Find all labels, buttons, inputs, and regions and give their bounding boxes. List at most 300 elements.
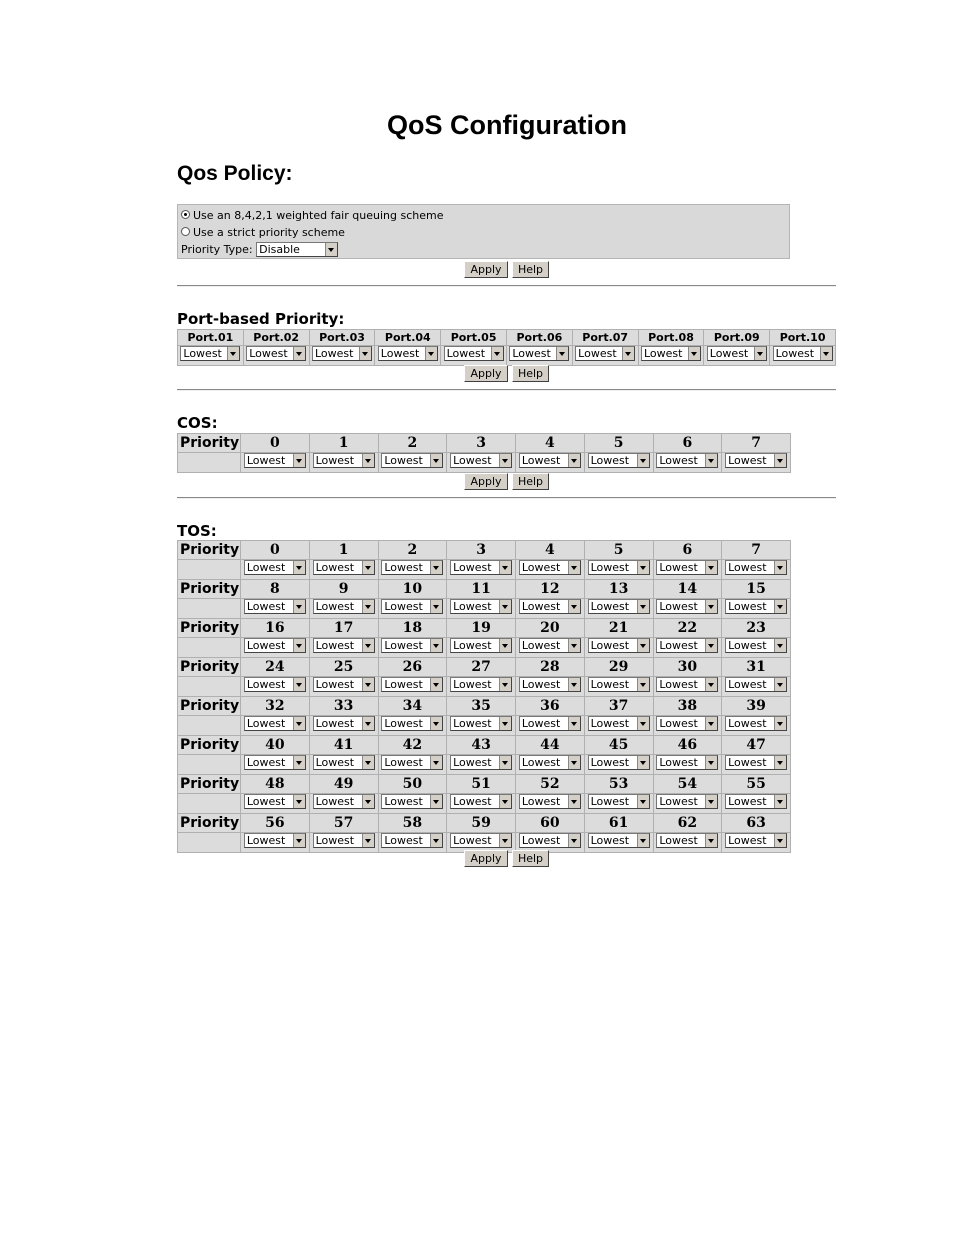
priority-select-value: Lowest [590,639,630,652]
chevron-down-icon [430,717,442,730]
priority-select-cell [447,453,516,473]
priority-row-blank [178,833,241,853]
priority-level: 27 [447,658,516,677]
tos-level-row [178,658,791,677]
priority-select-cell [309,833,378,853]
priority-select-cell [722,716,791,736]
chevron-down-icon [293,347,305,360]
chevron-down-icon [705,795,717,808]
priority-select-value: Lowest [453,639,492,652]
chevron-down-icon [362,756,374,769]
chevron-down-icon [774,600,786,613]
priority-select[interactable] [313,638,375,653]
priority-select[interactable] [588,599,650,614]
tos-level-row [178,736,791,755]
priority-level: 33 [309,697,378,716]
priority-level: 6 [653,434,722,453]
priority-select[interactable] [313,453,375,468]
tos-select-row [178,716,791,736]
priority-select-cell [653,755,722,775]
priority-select[interactable] [519,716,581,731]
priority-select[interactable] [244,453,306,468]
priority-select[interactable] [313,560,375,575]
tos-level-row [178,619,791,638]
priority-level: 11 [447,580,516,599]
priority-select[interactable] [519,599,581,614]
priority-select-value: Lowest [315,454,355,467]
priority-select-value: Lowest [246,834,286,847]
chevron-down-icon [430,678,442,691]
priority-level: 58 [378,814,447,833]
priority-select[interactable] [450,833,512,848]
priority-select[interactable] [725,677,787,692]
port-help-button[interactable]: Help [512,365,549,382]
priority-select-value: Lowest [384,454,423,467]
tos-select-row [178,794,791,814]
chevron-down-icon [293,834,305,847]
priority-select-cell [447,560,516,580]
chevron-down-icon [362,639,374,652]
priority-select-value: Lowest [659,756,698,769]
priority-select[interactable] [519,453,581,468]
priority-select[interactable] [519,638,581,653]
priority-select[interactable] [381,833,443,848]
priority-select-value: Lowest [728,454,767,467]
chevron-down-icon [774,454,786,467]
priority-row-blank [178,453,241,473]
tos-select-row [178,560,791,580]
chevron-down-icon [637,756,649,769]
priority-select-value: Lowest [453,756,492,769]
priority-select[interactable] [244,755,306,770]
priority-level: 62 [653,814,722,833]
port-header: Port.08 [638,330,704,346]
priority-select-cell [309,599,378,619]
chevron-down-icon [491,347,503,360]
chevron-down-icon [499,834,511,847]
priority-select-cell [378,716,447,736]
priority-level: 63 [722,814,791,833]
priority-select[interactable] [725,638,787,653]
port-header-row [178,330,836,346]
priority-select-value: Lowest [246,639,286,652]
priority-select[interactable] [180,346,240,361]
priority-level: 18 [378,619,447,638]
priority-select[interactable] [725,716,787,731]
port-header: Port.01 [178,330,244,346]
priority-select[interactable] [725,755,787,770]
priority-select-cell [584,755,653,775]
priority-select[interactable] [450,794,512,809]
priority-select[interactable] [313,833,375,848]
priority-select[interactable] [725,599,787,614]
chevron-down-icon [637,678,649,691]
priority-level: 47 [722,736,791,755]
chevron-down-icon [430,454,442,467]
priority-level: 52 [516,775,585,794]
priority-level: 43 [447,736,516,755]
priority-select-cell [241,833,310,853]
priority-select[interactable] [641,346,701,361]
chevron-down-icon [293,717,305,730]
tos-select-row [178,755,791,775]
priority-select[interactable] [656,638,718,653]
tos-level-row [178,814,791,833]
priority-select-value: Lowest [384,756,423,769]
chevron-down-icon [293,600,305,613]
priority-select[interactable] [244,638,306,653]
chevron-down-icon [637,454,649,467]
priority-row-label: Priority [178,775,241,794]
tos-level-row [178,775,791,794]
priority-level: 10 [378,580,447,599]
port-header: Port.09 [704,330,770,346]
priority-row-label: Priority [178,736,241,755]
priority-select[interactable] [381,677,443,692]
priority-select-value: Lowest [659,678,698,691]
chevron-down-icon [705,454,717,467]
priority-row-label: Priority [178,580,241,599]
priority-select-cell [516,638,585,658]
priority-select[interactable] [588,716,650,731]
priority-select-value: Lowest [578,347,617,360]
priority-select-cell [516,560,585,580]
cos-help-button[interactable]: Help [512,473,549,490]
priority-select[interactable] [450,677,512,692]
tos-level-row [178,697,791,716]
priority-level: 26 [378,658,447,677]
weighted-label: Use an 8,4,2,1 weighted fair queuing scheme [193,209,444,222]
chevron-down-icon [430,561,442,574]
priority-select-cell [447,716,516,736]
chevron-down-icon [556,347,568,360]
priority-select[interactable] [707,346,767,361]
priority-select[interactable] [381,638,443,653]
priority-select[interactable] [450,638,512,653]
priority-select-value: Lowest [246,561,286,574]
priority-select[interactable] [381,794,443,809]
priority-select-value: Lowest [315,834,355,847]
priority-select-value: Lowest [590,600,630,613]
chevron-down-icon [568,639,580,652]
priority-select-cell [584,560,653,580]
priority-select[interactable] [656,794,718,809]
priority-type-value: Disable [259,242,300,256]
priority-level: 9 [309,580,378,599]
priority-select-cell [241,599,310,619]
priority-level: 31 [722,658,791,677]
priority-select-value: Lowest [453,561,492,574]
priority-select[interactable] [519,794,581,809]
priority-select[interactable] [450,755,512,770]
chevron-down-icon [362,717,374,730]
priority-select[interactable] [450,453,512,468]
priority-select[interactable] [588,677,650,692]
priority-level: 5 [584,541,653,560]
priority-level: 20 [516,619,585,638]
priority-select-cell [722,638,791,658]
port-select-cell [638,346,704,366]
priority-select-value: Lowest [521,639,561,652]
priority-select[interactable] [444,346,504,361]
priority-row-blank [178,716,241,736]
port-priority-heading: Port-based Priority: [177,310,345,328]
priority-select[interactable] [381,453,443,468]
cos-apply-button[interactable]: Apply [464,473,508,490]
priority-select[interactable] [588,755,650,770]
chevron-down-icon [568,795,580,808]
priority-select[interactable] [313,755,375,770]
priority-level: 1 [309,541,378,560]
chevron-down-icon [362,834,374,847]
chevron-down-icon [568,717,580,730]
priority-select-value: Lowest [643,347,683,360]
cos-heading: COS: [177,414,218,432]
priority-select[interactable] [519,560,581,575]
priority-select[interactable] [312,346,372,361]
priority-select[interactable] [450,716,512,731]
priority-level: 5 [584,434,653,453]
chevron-down-icon [227,347,239,360]
priority-select-value: Lowest [384,561,423,574]
priority-select[interactable] [381,599,443,614]
priority-select[interactable] [244,560,306,575]
priority-select[interactable] [381,755,443,770]
priority-select[interactable] [656,755,718,770]
priority-select-cell [722,833,791,853]
priority-level: 16 [241,619,310,638]
chevron-down-icon [774,717,786,730]
tos-table [177,540,791,853]
chevron-down-icon [637,834,649,847]
priority-level: 48 [241,775,310,794]
priority-select[interactable] [450,560,512,575]
tos-help-button[interactable]: Help [512,850,549,867]
priority-select-value: Lowest [728,678,767,691]
divider [177,389,836,391]
priority-select-value: Lowest [246,454,286,467]
priority-level: 44 [516,736,585,755]
priority-level: 32 [241,697,310,716]
priority-select[interactable] [519,833,581,848]
priority-select[interactable] [725,833,787,848]
chevron-down-icon [705,678,717,691]
priority-select-cell [584,833,653,853]
priority-select-value: Lowest [728,600,767,613]
priority-level: 3 [447,541,516,560]
priority-level: 56 [241,814,310,833]
priority-select[interactable] [244,677,306,692]
priority-select-value: Lowest [380,347,420,360]
priority-row-label: Priority [178,814,241,833]
priority-select-value: Lowest [728,795,767,808]
priority-level: 40 [241,736,310,755]
priority-select-cell [447,599,516,619]
priority-select-value: Lowest [659,834,698,847]
priority-select[interactable] [656,677,718,692]
chevron-down-icon [362,454,374,467]
priority-select-value: Lowest [315,600,355,613]
chevron-down-icon [430,834,442,847]
priority-select-value: Lowest [521,678,561,691]
strict-radio[interactable] [181,227,190,236]
priority-select[interactable] [656,599,718,614]
priority-select[interactable] [519,755,581,770]
priority-select[interactable] [313,677,375,692]
chevron-down-icon [430,639,442,652]
priority-select[interactable] [656,833,718,848]
priority-select-cell [309,755,378,775]
priority-select-value: Lowest [384,639,423,652]
priority-select[interactable] [588,453,650,468]
priority-level: 50 [378,775,447,794]
priority-select-value: Lowest [315,678,355,691]
priority-type-select[interactable] [256,242,338,257]
priority-level: 19 [447,619,516,638]
priority-level: 3 [447,434,516,453]
priority-row-blank [178,794,241,814]
priority-select-value: Lowest [315,561,355,574]
priority-select-value: Lowest [590,717,630,730]
chevron-down-icon [362,795,374,808]
chevron-down-icon [688,347,700,360]
tos-select-row [178,599,791,619]
tos-apply-button[interactable]: Apply [464,850,508,867]
priority-select-value: Lowest [384,678,423,691]
port-header: Port.10 [770,330,836,346]
priority-select-value: Lowest [384,600,423,613]
priority-level: 34 [378,697,447,716]
strict-label: Use a strict priority scheme [193,226,345,239]
priority-level: 51 [447,775,516,794]
divider [177,285,836,287]
port-select-cell [441,346,507,366]
policy-option-strict[interactable] [181,225,345,241]
chevron-down-icon [622,347,634,360]
priority-type-label: Priority Type: [181,243,253,256]
priority-select[interactable] [313,794,375,809]
priority-level: 46 [653,736,722,755]
priority-select[interactable] [244,599,306,614]
priority-select[interactable] [378,346,438,361]
priority-select-cell [653,453,722,473]
policy-apply-button[interactable]: Apply [464,261,508,278]
priority-level: 0 [241,541,310,560]
priority-level: 38 [653,697,722,716]
priority-select-cell [653,833,722,853]
priority-select[interactable] [725,560,787,575]
priority-select-cell [653,560,722,580]
priority-select-cell [241,560,310,580]
priority-select[interactable] [656,716,718,731]
tos-level-row [178,541,791,560]
priority-select[interactable] [509,346,569,361]
priority-select-value: Lowest [453,600,492,613]
priority-select[interactable] [588,794,650,809]
chevron-down-icon [499,795,511,808]
chevron-down-icon [293,678,305,691]
priority-select-cell [653,677,722,697]
priority-row-blank [178,638,241,658]
priority-select-cell [309,677,378,697]
cos-level-row [178,434,791,453]
priority-select[interactable] [244,716,306,731]
priority-select[interactable] [313,716,375,731]
priority-select-value: Lowest [315,795,355,808]
priority-level: 61 [584,814,653,833]
priority-select[interactable] [656,453,718,468]
priority-select-cell [653,599,722,619]
priority-row-blank [178,677,241,697]
chevron-down-icon [637,717,649,730]
priority-select-cell [378,560,447,580]
priority-select-cell [309,453,378,473]
priority-level: 54 [653,775,722,794]
priority-select[interactable] [656,560,718,575]
priority-select-value: Lowest [590,756,630,769]
priority-select-cell [722,755,791,775]
priority-select[interactable] [588,560,650,575]
priority-level: 2 [378,541,447,560]
priority-select-value: Lowest [246,795,286,808]
weighted-radio[interactable] [181,210,190,219]
priority-level: 42 [378,736,447,755]
port-select-cell [704,346,770,366]
priority-row-label: Priority [178,434,241,453]
priority-select-value: Lowest [384,717,423,730]
priority-level: 7 [722,434,791,453]
priority-select[interactable] [246,346,306,361]
priority-select[interactable] [575,346,635,361]
priority-select[interactable] [773,346,833,361]
priority-select[interactable] [725,794,787,809]
priority-select[interactable] [313,599,375,614]
priority-select-cell [378,755,447,775]
priority-select[interactable] [450,599,512,614]
priority-row-blank [178,599,241,619]
chevron-down-icon [293,454,305,467]
priority-select-cell [516,677,585,697]
priority-select-cell [378,794,447,814]
priority-select-value: Lowest [728,834,767,847]
priority-select-value: Lowest [315,639,355,652]
priority-select-value: Lowest [728,717,767,730]
priority-select-value: Lowest [315,756,355,769]
priority-select[interactable] [381,716,443,731]
priority-select-cell [447,755,516,775]
chevron-down-icon [362,561,374,574]
priority-level: 23 [722,619,791,638]
priority-select[interactable] [588,638,650,653]
priority-select[interactable] [519,677,581,692]
policy-help-button[interactable]: Help [512,261,549,278]
port-apply-button[interactable]: Apply [464,365,508,382]
priority-select[interactable] [244,833,306,848]
port-select-row [178,346,836,366]
priority-level: 6 [653,541,722,560]
priority-select[interactable] [244,794,306,809]
priority-select[interactable] [381,560,443,575]
priority-select-value: Lowest [521,454,561,467]
priority-select[interactable] [725,453,787,468]
priority-select-value: Lowest [446,347,486,360]
priority-select[interactable] [588,833,650,848]
priority-select-value: Lowest [521,756,561,769]
chevron-down-icon [774,756,786,769]
priority-select-cell [378,638,447,658]
policy-option-weighted[interactable] [181,208,443,224]
priority-select-value: Lowest [728,639,767,652]
